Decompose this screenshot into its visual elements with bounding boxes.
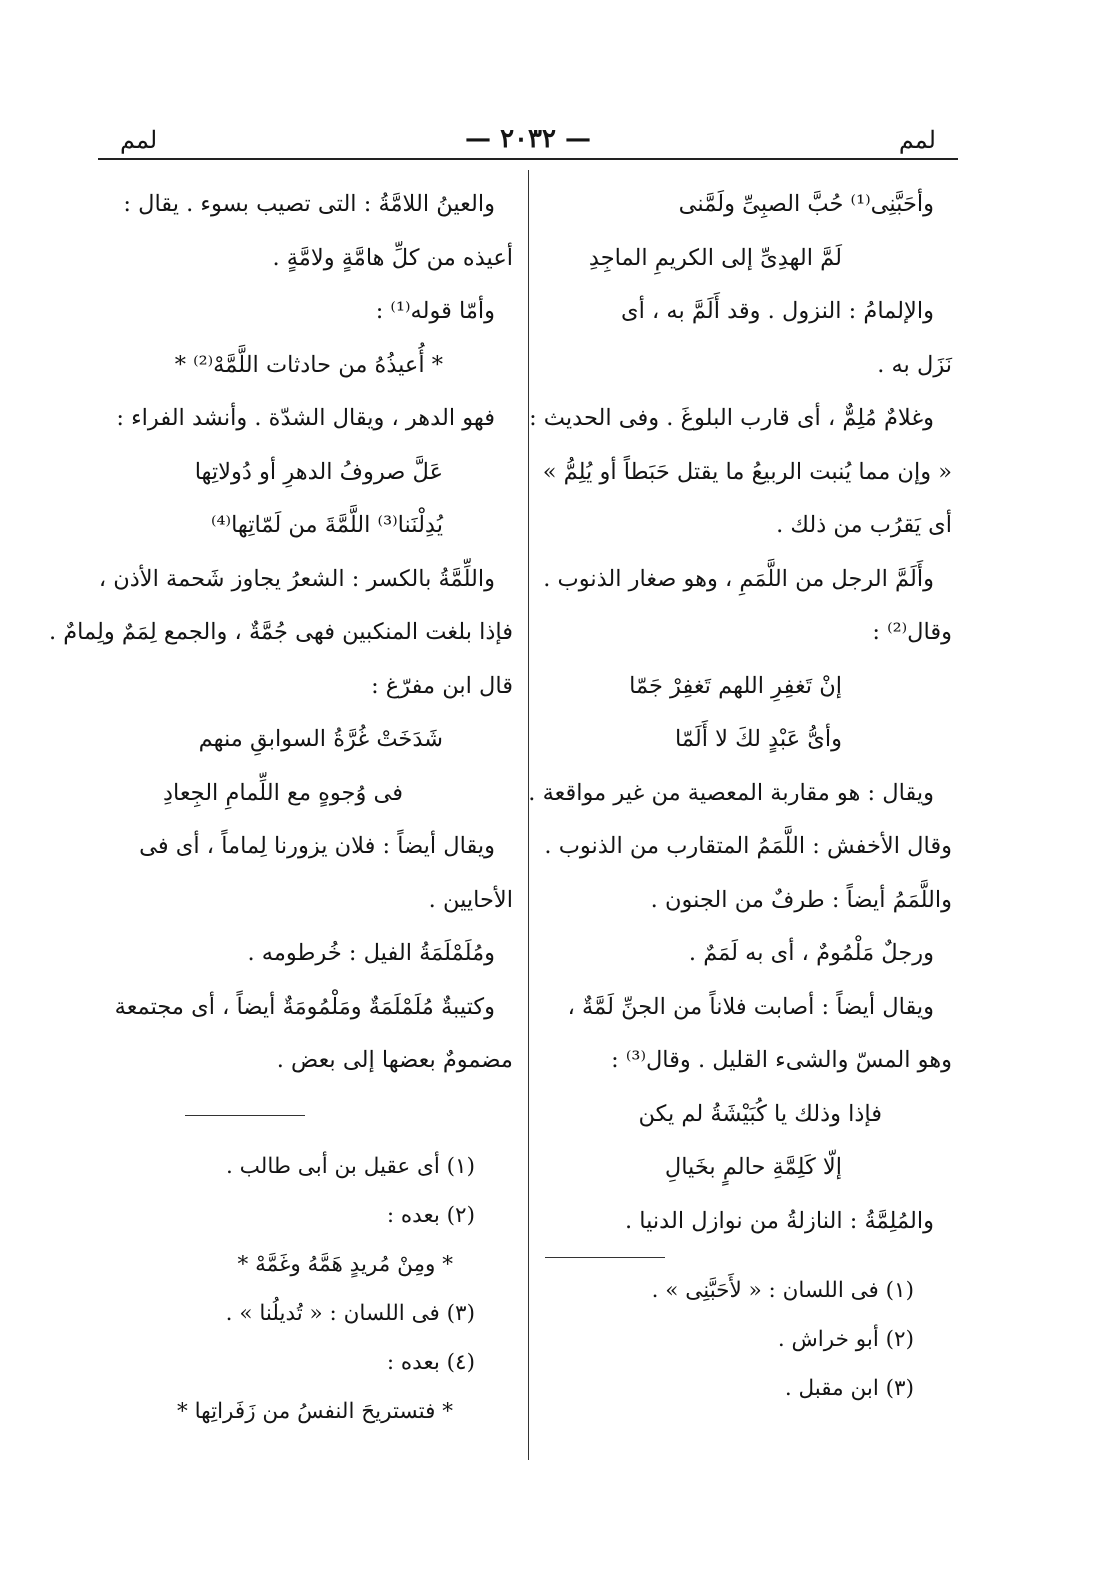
text-line: واللَّمَمُ أيضاً : طرفٌ من الجنون . [650, 886, 952, 913]
text-line: فإذا بلغت المنكبين فهى جُمَّةٌ ، والجمع لِمَمٌ ولِمامٌ . [48, 619, 513, 645]
footnote-verse: * فتستريحَ النفسُ من زَفَراتِها * [177, 1398, 453, 1424]
text-line: وهو المسّ والشىء القليل . وقال⁽³⁾ : [611, 1047, 952, 1073]
text-line: وقال⁽²⁾ : [872, 619, 952, 645]
text-line: أى يَقرُب من ذلك . [776, 512, 952, 538]
text-line: والعينُ اللامَّةُ : التى تصيب بسوء . يقال : [123, 191, 495, 217]
text-line: وأحَبَّنِى⁽¹⁾ حُبَّ الصبِىِّ ولَمَّنى [678, 191, 934, 217]
verse-line: إنْ تَغفِرِ اللهم تَغفِرْ جَمّا [629, 672, 842, 699]
text-line: الأحايين . [428, 886, 513, 913]
header-right-word: لمم [898, 126, 936, 154]
text-line: أعيذه من كلِّ هامَّةٍ ولامَّةٍ . [272, 244, 513, 271]
header-rule [98, 158, 958, 160]
footnote: (١) أى عقيل بن أبى طالب . [225, 1153, 475, 1179]
verse-line: وأىُّ عَبْدٍ لكَ لا أَلَمّا [675, 726, 842, 752]
verse-line: شَدَخَتْ غُرَّةُ السوابقِ منهم [198, 726, 443, 752]
text-line: قال ابن مفرّغ : [371, 672, 513, 699]
text-line: وقال الأخفش : اللَّمَمُ المتقارب من الذنوب . [544, 833, 952, 859]
text-line: واللِّمَّةُ بالكسر : الشعرُ يجاوز شَحمة الأذن ، [98, 565, 495, 592]
footnote-verse: * ومِنْ مُريدٍ هَمَّهُ وغَمَّهْ * [237, 1251, 453, 1277]
text-line: وأمّا قوله⁽¹⁾ : [375, 298, 495, 324]
footnote: (٣) فى اللسان : « تُديلُنا » . [225, 1300, 475, 1326]
text-line: ويقال أيضاً : أصابت فلاناً من الجنِّ لَمَّةٌ ، [567, 993, 934, 1020]
footnote-rule [545, 1248, 952, 1266]
text-line: وكتيبةٌ مُلَمْلَمَةٌ ومَلْمُومَةٌ أيضاً ، أى مجتمعة [114, 993, 495, 1020]
text-line: مضمومٌ بعضها إلى بعض . [276, 1047, 513, 1073]
page-header [98, 118, 958, 160]
left-column [48, 178, 513, 1436]
footnote: (١) فى اللسان : « لأَحَبَّنِى » . [651, 1278, 914, 1303]
text-line: ورجلٌ مَلْمُومٌ ، أى به لَمَمٌ . [688, 940, 934, 966]
text-line: ومُلَمْلَمَةُ الفيل : خُرطومه . [247, 940, 495, 966]
footnote: (٣) ابن مقبل . [784, 1376, 914, 1401]
text-line: والمُلِمَّةُ : النازلةُ من نوازل الدنيا . [624, 1207, 934, 1234]
text-line: ويقال : هو مقاربة المعصية من غير مواقعة . [528, 779, 934, 806]
text-line: ويقال أيضاً : فلان يزورنا لِماماً ، أى فى [139, 833, 495, 859]
text-line: والإلمامُ : النزول . وقد أَلَمَّ به ، أى [620, 298, 934, 324]
text-line: فهو الدهر ، ويقال الشدّة . وأنشد الفراء : [116, 405, 495, 431]
verse-line: فإذا وذلك يا كُبَيْشَةُ لم يكن [638, 1100, 882, 1127]
text-line: وغلامٌ مُلِمٌّ ، أى قارب البلوغَ . وفى الحديث : [529, 405, 934, 431]
verse-line: فى وُجوهٍ مع اللِّمامِ الجِعادِ [162, 779, 403, 806]
footnote: (٤) بعده : [386, 1349, 475, 1375]
verse-line: * أُعيذُهُ من حادثات اللَّمَّهْ⁽²⁾ * [174, 351, 443, 378]
verse-line: يُدِلْنَنا⁽³⁾ اللَّمَّةَ من لَمّاتِها⁽⁴⁾ [210, 512, 443, 538]
right-column [528, 178, 952, 1413]
verse-line: لَمَّ الهدِىِّ إلى الكريمِ الماجِدِ [588, 244, 842, 271]
page-number: — ٢٠٣٢ — [465, 124, 591, 154]
verse-line: عَلَّ صروفُ الدهرِ أو دُولاتِها [194, 458, 443, 485]
text-line: وأَلَمَّ الرجل من اللَّمَمِ ، وهو صغار الذنوب . [543, 565, 934, 592]
text-line: « وإن مما يُنبت الربيعُ ما يقتل حَبَطاً أو يُلِمُّ » [542, 458, 952, 485]
text-line: نَزَل به . [877, 351, 952, 378]
footnote-rule [105, 1106, 513, 1124]
footnote: (٢) أبو خراش . [777, 1327, 914, 1352]
footnote: (٢) بعده : [386, 1202, 475, 1228]
header-left-word: لمم [120, 126, 158, 154]
verse-line: إلّا كَلِمَّةِ حالمٍ بخَيالِ [664, 1154, 842, 1180]
